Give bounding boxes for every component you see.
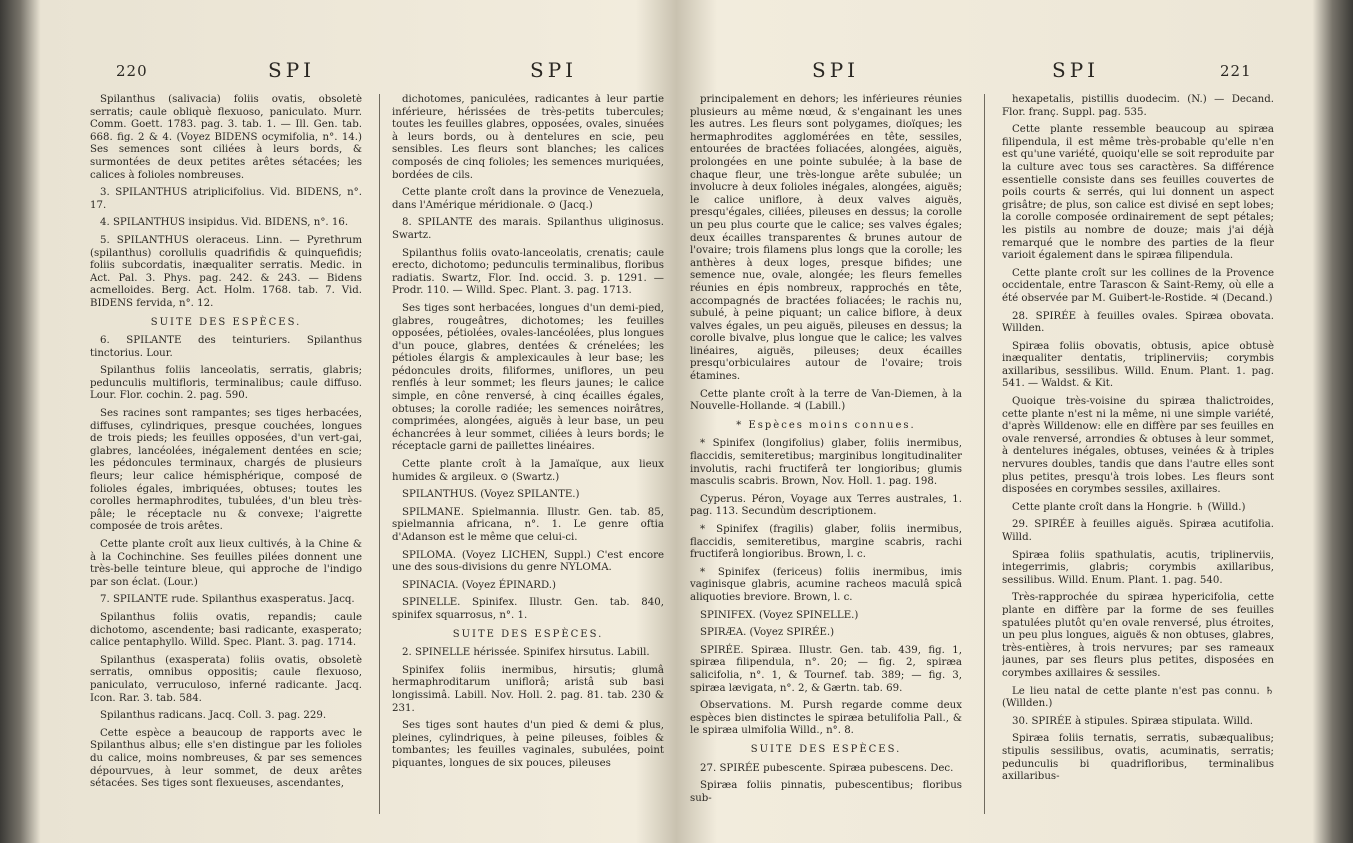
section-heading: * Espèces moins connues. <box>736 419 916 431</box>
section-heading: SUITE DES ESPÈCES. <box>750 743 902 755</box>
paragraph: SPINACIA. (Voyez ÉPINARD.) <box>402 579 556 591</box>
paragraph: Ses tiges sont herbacées, longues d'un demi-pied, glabres, rougeâtres, dichotomes; les feuilles opposées, pétiolées, ovales-lancéolées, plus longues d'un pouce, glabres, dentées & crénelées; les pétioles élargis & amplexicaules à leur base; les pédoncules droits, filiformes, uniflores, un peu renflés à leur sommet; les fleurs jaunes; le calice simple, en cône renversé, à cinq écailles égales, obtuses; la corolle radiée; les semences noirâtres, comprimées, alongées, aiguës à leur base, un peu échancrées à leur sommet, ciliées à leurs bords; le réceptacle garni de paillettes linéaires. <box>392 302 664 453</box>
paragraph: Cette plante ressemble beaucoup au spiræa filipendula, il est même très-probable qu'elle n'en est qu'une variété, quoiqu'elle se soit reproduite par la culture avec tous ses caractères. Sa différence essentielle consiste dans ses feuilles couvertes de poils courts & serrés, qui lui donnent un aspect grisâtre; de plus, son calice est divisé en sept lobes; la corolle composée ordinairement de sept pétales; les pistils au nombre de douze; mais j'ai déjà remarqué que le nombre des parties de la fleur varioit également dans le spiræa filipendula. <box>1002 124 1274 262</box>
paragraph: Spinifex foliis inermibus, hirsutis; glumâ hermaphroditarum uniflorâ; aristâ sub basi longissimâ. Labill. Nov. Holl. 2. pag. 81. tab. 230 & 231. <box>392 664 664 714</box>
paragraph: * Spinifex (longifolius) glaber, foliis inermibus, flaccidis, semiteretibus; marginibus longitudinaliter involutis, rachi fructiferâ ter longioribus; glumis masculis scabris. Brown, Nov. Holl. 1. pag. 198. <box>690 438 962 488</box>
paragraph: Spiræa foliis ternatis, serratis, subæqualibus; stipulis sessilibus, ovatis, acuminatis, serratis; pedunculis bi quadrifloribus, terminalibus axillaribus- <box>1002 733 1274 783</box>
paragraph: 2. SPINELLE hérissée. Spinifex hirsutus. Labill. <box>402 647 650 659</box>
paragraph: Observations. M. Pursh regarde comme deux espèces bien distinctes le spiræa betulifolia Pall., & le spiræa ulmifolia Willd., n°. 8. <box>690 700 962 737</box>
section-heading: SUITE DES ESPÈCES. <box>452 628 604 640</box>
running-title: SPI <box>812 58 860 82</box>
paragraph: Cette espèce a beaucoup de rapports avec le Spilanthus albus; elle s'en distingue par les folioles du calice, moins nombreuses, & par ses semences dépourvues, à leur sommet, de deux arêtes sétacées. Ses tiges sont flexueuses, ascendantes, <box>90 727 362 790</box>
running-head-right <box>690 58 1280 88</box>
paragraph: hexapetalis, pistillis duodecim. (N.) — Decand. Flor. franç. Suppl. pag. 535. <box>1002 94 1274 118</box>
paragraph: Cette plante croît à la Jamaïque, aux lieux humides & argileux. ⊙ (Swartz.) <box>392 459 664 483</box>
paragraph: Spilanthus radicans. Jacq. Coll. 3. pag. 229. <box>100 710 327 722</box>
paragraph: Spilanthus (exasperata) foliis ovatis, obsoletè serratis, omnibus oppositis; caule flexuoso, paniculato, verruculoso, inferné radicante. Jacq. Icon. Rar. 3. tab. 584. <box>90 654 362 704</box>
paragraph: Spilanthus foliis lanceolatis, serratis, glabris; pedunculis multifloris, terminalibus; caule diffuso. Lour. Flor. cochin. 2. pag. 590. <box>90 365 362 402</box>
paragraph: Spiræa foliis obovatis, obtusis, apice obtusè inæqualiter dentatis, triplinerviis; corymbis axillaribus, sessilibus. Willd. Enum. Plant. 1. pag. 541. — Waldst. & Kit. <box>1002 340 1274 390</box>
paragraph: Cette plante croît dans la Hongrie. ♄ (Willd.) <box>1012 501 1246 513</box>
page-number-right: 221 <box>1220 62 1252 80</box>
paragraph: 7. SPILANTE rude. Spilanthus exasperatus. Jacq. <box>100 594 355 606</box>
paragraph: SPINELLE. Spinifex. Illustr. Gen. tab. 840, spinifex squarrosus, n°. 1. <box>392 597 664 621</box>
paragraph: Ses tiges sont hautes d'un pied & demi & plus, pleines, cylindriques, à peine pileuses, foibles & tombantes; les feuilles vaginales, subulées, point piquantes, longues de six pouces, pileuses <box>392 720 664 769</box>
paragraph: SPILANTHUS. (Voyez SPILANTE.) <box>402 489 580 501</box>
paragraph: Cette plante croît à la terre de Van-Diemen, à la Nouvelle-Hollande. ♃ (Labill.) <box>690 388 962 413</box>
paragraph: 4. SPILANTHUS insipidus. Vid. BIDENS, n°. 16. <box>100 217 349 229</box>
paragraph: Cette plante croît aux lieux cultivés, à la Chine & à la Cochinchine. Ses feuilles pilées donnent une très-belle teinture bleue, qui approche de l'indigo par son éclat. (Lour.) <box>90 539 362 588</box>
paragraph: SPINIFEX. (Voyez SPINELLE.) <box>700 609 859 621</box>
running-title: SPI <box>268 58 316 82</box>
text-column-2 <box>392 94 664 819</box>
text-column-1 <box>90 94 362 819</box>
text-column-1 <box>690 94 962 819</box>
right-page <box>690 58 1280 828</box>
paragraph: 30. SPIRÉE à stipules. Spiræa stipulata. Willd. <box>1012 715 1254 727</box>
paragraph: 3. SPILANTHUS atriplicifolius. Vid. BIDENS, n°. 17. <box>90 187 362 211</box>
paragraph: SPILMANE. Spielmannia. Illustr. Gen. tab. 85, spielmannia africana, n°. 1. Le genre oftia d'Adanson est le même que celui-ci. <box>392 506 664 543</box>
page-number-left: 220 <box>116 62 148 80</box>
paragraph: 29. SPIRÉE à feuilles aiguës. Spiræa acutifolia. Willd. <box>1002 519 1274 543</box>
paragraph: * Spinifex (fragilis) glaber, foliis inermibus, flaccidis, semiteretibus, margine scabris, rachi fructiferâ longioribus. Brown, l. c. <box>690 524 962 561</box>
paragraph: principalement en dehors; les inférieures réunies plusieurs au même nœud, & s'engainant les unes les autres. Les fleurs sont polygames, dioïques; les hermaphrodites agglomérées en tête, sessiles, entourées de bractées foliacées, alongées, aiguës, prolongées en une pointe subulée; à la base de chaque fleur, une très-longue arête subulée; un involucre à deux folioles inégales, alongées, aiguës; le calice uniflore, à deux valves aiguës, presqu'égales, ciliées, pileuses en dessus; la corolle un peu plus courte que le calice; ses valves égales; deux écailles transparentes & brunes autour de l'ovaire; trois filamens plus longs que la corolle; les anthères à deux loges, presque bifides; une semence nue, ovale, alongée; les fleurs femelles réunies en épis nombreux, rapprochés en tête, accompagnés de bractées foliacées; le rachis nu, subulé, à peine piquant; un calice biflore, à deux valves égales, un peu aiguës, pileuses en dessus; la corolle bivalve, plus longue que le calice; les valves linéaires, aiguës, pileuses; deux écailles presqu'orbiculaires autour de l'ovaire; trois étamines. <box>690 94 962 383</box>
paragraph: Cette plante croît dans la province de Venezuela, dans l'Amérique méridionale. ⊙ (Jacq.) <box>392 187 664 211</box>
paragraph: Le lieu natal de cette plante n'est pas connu. ♄ (Willden.) <box>1002 685 1274 710</box>
paragraph: Très-rapprochée du spiræa hypericifolia, cette plante en diffère par la forme de ses feuilles spatulées plutôt qu'en ovale renversé, plus étroites, un peu plus longues, aiguës & non obtuses, glabres, très-entières, à trois nervures; par ses rameaux jaunes, par ses fleurs plus petites, disposées en corymbes axillaires & sessiles. <box>1002 592 1274 679</box>
paragraph: Spiræa foliis spathulatis, acutis, triplinerviis, integerrimis, glabris; corymbis axillaribus, sessilibus. Willd. Enum. Plant. 1. pag. 540. <box>1002 549 1274 586</box>
column-rule <box>379 94 380 814</box>
paragraph: 6. SPILANTE des teinturiers. Spilanthus tinctorius. Lour. <box>90 335 362 359</box>
paragraph: Spilanthus foliis ovatis, repandis; caule dichotomo, ascendente; basi radicante, exasperato; calice pentaphyllo. Willd. Spec. Plant. 3. pag. 1714. <box>90 611 362 649</box>
running-head-left <box>90 58 670 88</box>
paragraph: SPIRÆA. (Voyez SPIRÉE.) <box>700 627 835 639</box>
paragraph: Cette plante croît sur les collines de la Provence occidentale, entre Tarascon & Saint-Remy, où elle a été observée par M. Guibert-le-Rostide. ♃ (Decand.) <box>1002 267 1274 304</box>
running-title: SPI <box>530 58 578 82</box>
paragraph: Quoique très-voisine du spiræa thalictroides, cette plante n'est ni la même, ni une simple variété, d'après Willdenow: elle en diffère par ses feuilles en ovale renversé, arrondies & obtuses à leur sommet, à dentelures inégales, obtuses, veinées & à triples nervures doubles, tandis que dans l'autre elles sont plus petites, presqu'à trois lobes. Les fleurs sont disposées en corymbes sessiles, axillaires. <box>1002 396 1274 496</box>
running-title: SPI <box>1052 58 1100 82</box>
paragraph: 28. SPIRÉE à feuilles ovales. Spiræa obovata. Willden. <box>1002 310 1274 335</box>
paragraph: Spilanthus foliis ovato-lanceolatis, crenatis; caule erecto, dichotomo; pedunculis terminalibus, floribus radiatis. Swartz, Flor. Ind. occid. 3. p. 1291. — Prodr. 110. — Willd. Spec. Plant. 3. pag. 1713. <box>392 247 664 297</box>
left-page <box>90 58 670 828</box>
paragraph: 27. SPIRÉE pubescente. Spiræa pubescens. Dec. <box>700 762 954 774</box>
paragraph: dichotomes, paniculées, radicantes à leur partie inférieure, hérissées de très-petits tubercules; toutes les feuilles glabres, opposées, ovales, sinuées à leurs bords, ou à dentelures en scie, peu sensibles. Les fleurs sont blanches; les calices composés de cinq folioles; les semences muriquées, bordées de cils. <box>392 94 664 181</box>
paragraph: 5. SPILANTHUS oleraceus. Linn. — Pyrethrum (spilanthus) corollulis quadrifidis & quinquefidis; foliis subcordatis, inæqualiter serratis. Medic. in Act. Pal. 3. Phys. pag. 242. & 243. — Bidens acmelloides. Berg. Act. Holm. 1768. tab. 7. Vid. BIDENS fervida, n°. 12. <box>90 234 362 309</box>
column-rule <box>984 94 985 814</box>
section-heading: SUITE DES ESPÈCES. <box>150 316 302 328</box>
paragraph: SPILOMA. (Voyez LICHEN, Suppl.) C'est encore une des sous-divisions du genre NYLOMA. <box>392 549 664 574</box>
text-column-2 <box>1002 94 1274 819</box>
paragraph: 8. SPILANTE des marais. Spilanthus uliginosus. Swartz. <box>392 217 664 241</box>
paragraph: Spiræa foliis pinnatis, pubescentibus; floribus sub- <box>690 780 962 804</box>
paragraph: * Spinifex (fericeus) foliis inermibus, imis vaginisque glabris, acumine racheos maculâ spicâ aliquoties breviore. Brown, l. c. <box>690 566 962 603</box>
paragraph: Spilanthus (salivacia) foliis ovatis, obsoletè serratis; caule obliquè flexuoso, paniculato. Murr. Comm. Goett. 1783. pag. 3. tab. 1. — Ill. Gen. tab. 668. fig. 2 & 4. (Voyez BIDENS ocymifolia, n°. 14.) Ses semences sont ciliées à leurs bords, & surmontées de deux petites arêtes sétacées; les calices à folioles nombreuses. <box>90 94 362 181</box>
paragraph: Cyperus. Péron, Voyage aux Terres australes, 1. pag. 113. Secundùm descriptionem. <box>690 493 962 518</box>
paragraph: SPIRÉE. Spiræa. Illustr. Gen. tab. 439, fig. 1, spiræa filipendula, n°. 20; — fig. 2, spiræa salicifolia, n°. 1, & Tournef. tab. 389; — fig. 3, spiræa lævigata, n°. 2, & Gærtn. tab. 69. <box>690 644 962 694</box>
paragraph: Ses racines sont rampantes; ses tiges herbacées, diffuses, cylindriques, presque couchées, longues de trois pieds; les feuilles opposées, d'un vert-gai, glabres, lancéolées, inégalement dentées en scie; les pédoncules terminaux, chargés de plusieurs fleurs; leur calice hémisphérique, composé de folioles égales, imbriquées, obtuses; toutes les corolles hermaphrodites, tubulées, d'un bleu très-pâle; le réceptacle nu & convexe; l'aigrette composée de trois arêtes. <box>90 408 362 533</box>
